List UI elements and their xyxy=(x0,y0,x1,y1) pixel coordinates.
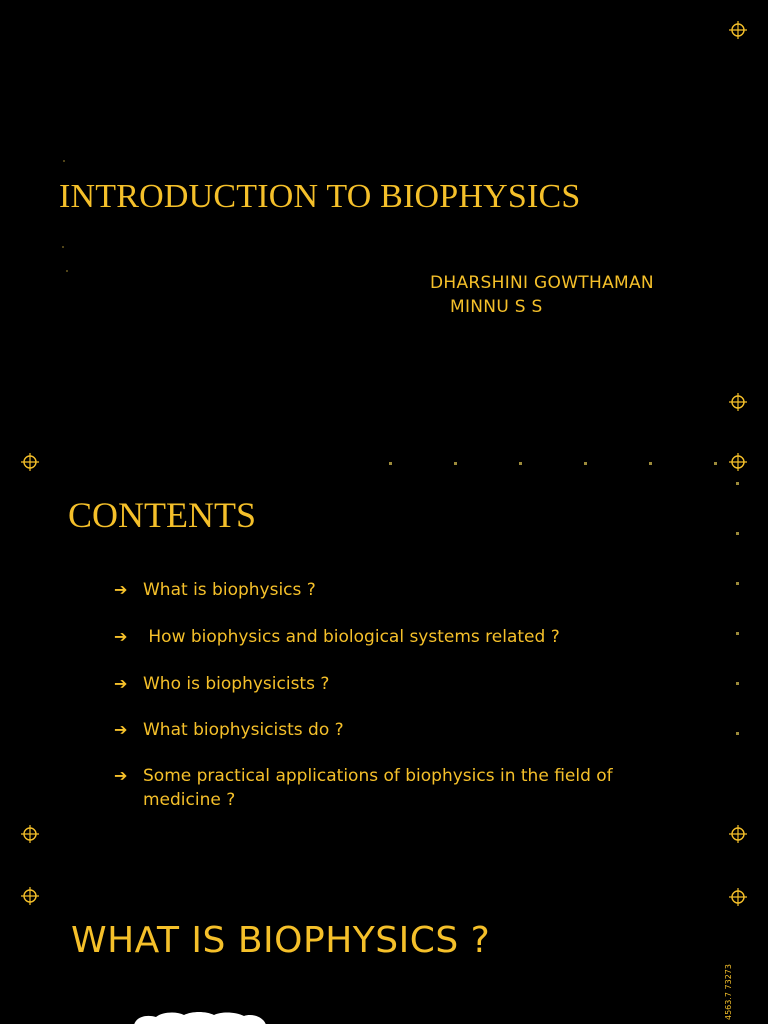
arrow-right-icon: ➔ xyxy=(114,580,128,599)
crosshair-icon xyxy=(21,825,39,843)
corner-dot xyxy=(63,160,65,162)
ruler-tick xyxy=(519,462,522,465)
crosshair-icon xyxy=(729,393,747,411)
crosshair-icon xyxy=(21,453,39,471)
arrow-right-icon: ➔ xyxy=(114,720,128,739)
title-slide xyxy=(0,0,768,462)
list-item-text: What biophysicists do ? xyxy=(143,720,344,740)
crosshair-icon xyxy=(729,888,747,906)
list-item xyxy=(114,718,633,742)
arrow-right-icon: ➔ xyxy=(114,766,128,785)
list-item xyxy=(114,672,633,696)
ruler-tick xyxy=(714,462,717,465)
crosshair-icon xyxy=(729,453,747,471)
list-item xyxy=(114,625,633,649)
ruler-tick xyxy=(454,462,457,465)
ruler-tick xyxy=(736,532,739,535)
ruler-tick xyxy=(736,582,739,585)
ruler-tick xyxy=(736,682,739,685)
list-item-text: Who is biophysicists ? xyxy=(143,674,330,694)
corner-dot xyxy=(62,246,64,248)
crosshair-icon xyxy=(21,887,39,905)
list-item-text: Some practical applications of biophysics in the field of medicine ? xyxy=(143,766,613,810)
crosshair-icon xyxy=(729,825,747,843)
ruler-tick xyxy=(736,632,739,635)
list-item xyxy=(114,578,633,602)
side-code-text: 4563.7 73273 xyxy=(724,964,733,1020)
slide-title: INTRODUCTION TO BIOPHYSICS xyxy=(59,178,581,215)
arrow-right-icon: ➔ xyxy=(114,627,128,646)
ruler-tick xyxy=(649,462,652,465)
author-name: DHARSHINI GOWTHAMAN xyxy=(430,273,654,293)
ruler-tick xyxy=(389,462,392,465)
arrow-right-icon: ➔ xyxy=(114,674,128,693)
corner-dot xyxy=(66,270,68,272)
contents-heading: CONTENTS xyxy=(68,495,256,535)
ruler-tick xyxy=(736,732,739,735)
list-item-text: How biophysics and biological systems related ? xyxy=(143,627,560,647)
section-heading: WHAT IS BIOPHYSICS ? xyxy=(71,920,491,961)
ruler-tick xyxy=(584,462,587,465)
list-item xyxy=(114,764,633,812)
crosshair-icon xyxy=(729,21,747,39)
ruler-tick xyxy=(736,482,739,485)
cloud-graphic xyxy=(130,1010,270,1024)
author-name: MINNU S S xyxy=(450,297,543,317)
list-item-text: What is biophysics ? xyxy=(143,580,316,600)
